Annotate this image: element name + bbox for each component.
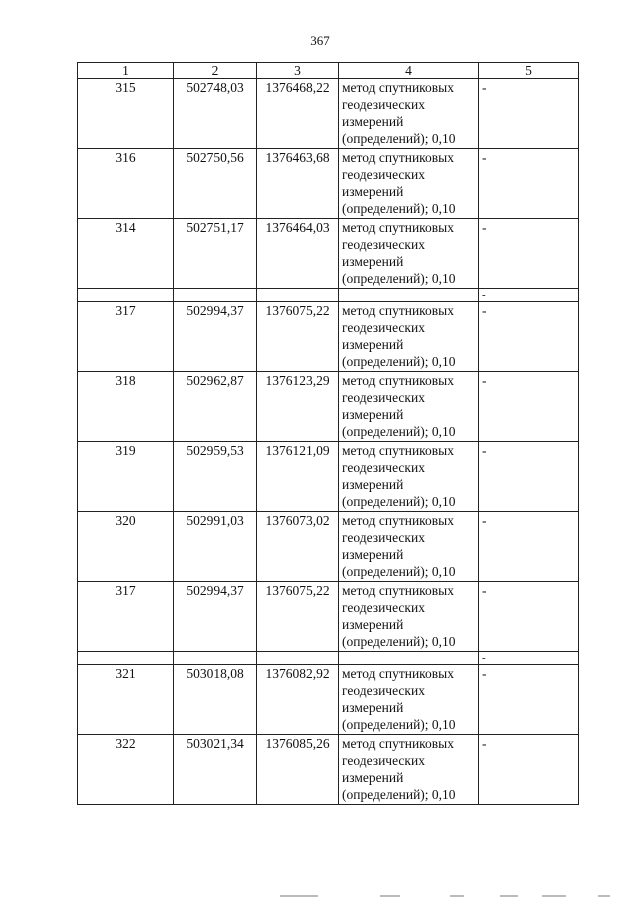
x-coordinate-cell: 502750,56 [174, 149, 257, 219]
point-number-cell: 321 [78, 665, 174, 735]
note-cell: - [479, 79, 579, 149]
point-number-cell: 317 [78, 582, 174, 652]
table-row [78, 219, 579, 289]
table-row [78, 582, 579, 652]
note-cell: - [479, 652, 579, 665]
point-number-cell: 314 [78, 219, 174, 289]
coordinates-table [77, 62, 579, 805]
point-number-cell: 318 [78, 372, 174, 442]
header-col-2: 2 [174, 63, 257, 79]
note-cell: - [479, 289, 579, 302]
note-cell: - [479, 149, 579, 219]
note-cell: - [479, 582, 579, 652]
y-coordinate-cell: 1376085,26 [257, 735, 339, 805]
point-number-cell: 319 [78, 442, 174, 512]
empty-cell [339, 652, 479, 665]
y-coordinate-cell: 1376468,22 [257, 79, 339, 149]
header-col-1: 1 [78, 63, 174, 79]
method-cell: метод спутниковых геодезических измерений (определений); 0,10 [339, 735, 479, 805]
x-coordinate-cell: 502994,37 [174, 582, 257, 652]
separator-row [78, 652, 579, 665]
point-number-cell: 322 [78, 735, 174, 805]
point-number-cell: 320 [78, 512, 174, 582]
note-cell: - [479, 512, 579, 582]
empty-cell [257, 289, 339, 302]
table-row [78, 512, 579, 582]
footer-scan-marks [280, 895, 620, 901]
y-coordinate-cell: 1376075,22 [257, 302, 339, 372]
method-cell: метод спутниковых геодезических измерений (определений); 0,10 [339, 302, 479, 372]
y-coordinate-cell: 1376073,02 [257, 512, 339, 582]
x-coordinate-cell: 503018,08 [174, 665, 257, 735]
x-coordinate-cell: 502959,53 [174, 442, 257, 512]
method-cell: метод спутниковых геодезических измерений (определений); 0,10 [339, 149, 479, 219]
point-number-cell: 316 [78, 149, 174, 219]
x-coordinate-cell: 502751,17 [174, 219, 257, 289]
method-cell: метод спутниковых геодезических измерений (определений); 0,10 [339, 512, 479, 582]
note-cell: - [479, 219, 579, 289]
table-row [78, 149, 579, 219]
y-coordinate-cell: 1376123,29 [257, 372, 339, 442]
table-body [78, 79, 579, 805]
y-coordinate-cell: 1376121,09 [257, 442, 339, 512]
x-coordinate-cell: 502748,03 [174, 79, 257, 149]
empty-cell [174, 652, 257, 665]
header-row [78, 63, 579, 79]
x-coordinate-cell: 502994,37 [174, 302, 257, 372]
table-row [78, 442, 579, 512]
table-row [78, 735, 579, 805]
note-cell: - [479, 372, 579, 442]
x-coordinate-cell: 502962,87 [174, 372, 257, 442]
method-cell: метод спутниковых геодезических измерений (определений); 0,10 [339, 79, 479, 149]
table-row [78, 665, 579, 735]
method-cell: метод спутниковых геодезических измерений (определений); 0,10 [339, 665, 479, 735]
separator-row [78, 289, 579, 302]
x-coordinate-cell: 503021,34 [174, 735, 257, 805]
point-number-cell: 315 [78, 79, 174, 149]
y-coordinate-cell: 1376082,92 [257, 665, 339, 735]
header-col-4: 4 [339, 63, 479, 79]
table-row [78, 79, 579, 149]
header-col-5: 5 [479, 63, 579, 79]
point-number-cell: 317 [78, 302, 174, 372]
method-cell: метод спутниковых геодезических измерений (определений); 0,10 [339, 219, 479, 289]
x-coordinate-cell: 502991,03 [174, 512, 257, 582]
method-cell: метод спутниковых геодезических измерений (определений); 0,10 [339, 372, 479, 442]
empty-cell [78, 289, 174, 302]
empty-cell [257, 652, 339, 665]
method-cell: метод спутниковых геодезических измерений (определений); 0,10 [339, 582, 479, 652]
note-cell: - [479, 665, 579, 735]
empty-cell [174, 289, 257, 302]
y-coordinate-cell: 1376464,03 [257, 219, 339, 289]
empty-cell [78, 652, 174, 665]
method-cell: метод спутниковых геодезических измерений (определений); 0,10 [339, 442, 479, 512]
y-coordinate-cell: 1376075,22 [257, 582, 339, 652]
page-number: 367 [310, 33, 330, 48]
header-col-3: 3 [257, 63, 339, 79]
note-cell: - [479, 735, 579, 805]
table-row [78, 372, 579, 442]
note-cell: - [479, 302, 579, 372]
table-row [78, 302, 579, 372]
y-coordinate-cell: 1376463,68 [257, 149, 339, 219]
note-cell: - [479, 442, 579, 512]
empty-cell [339, 289, 479, 302]
